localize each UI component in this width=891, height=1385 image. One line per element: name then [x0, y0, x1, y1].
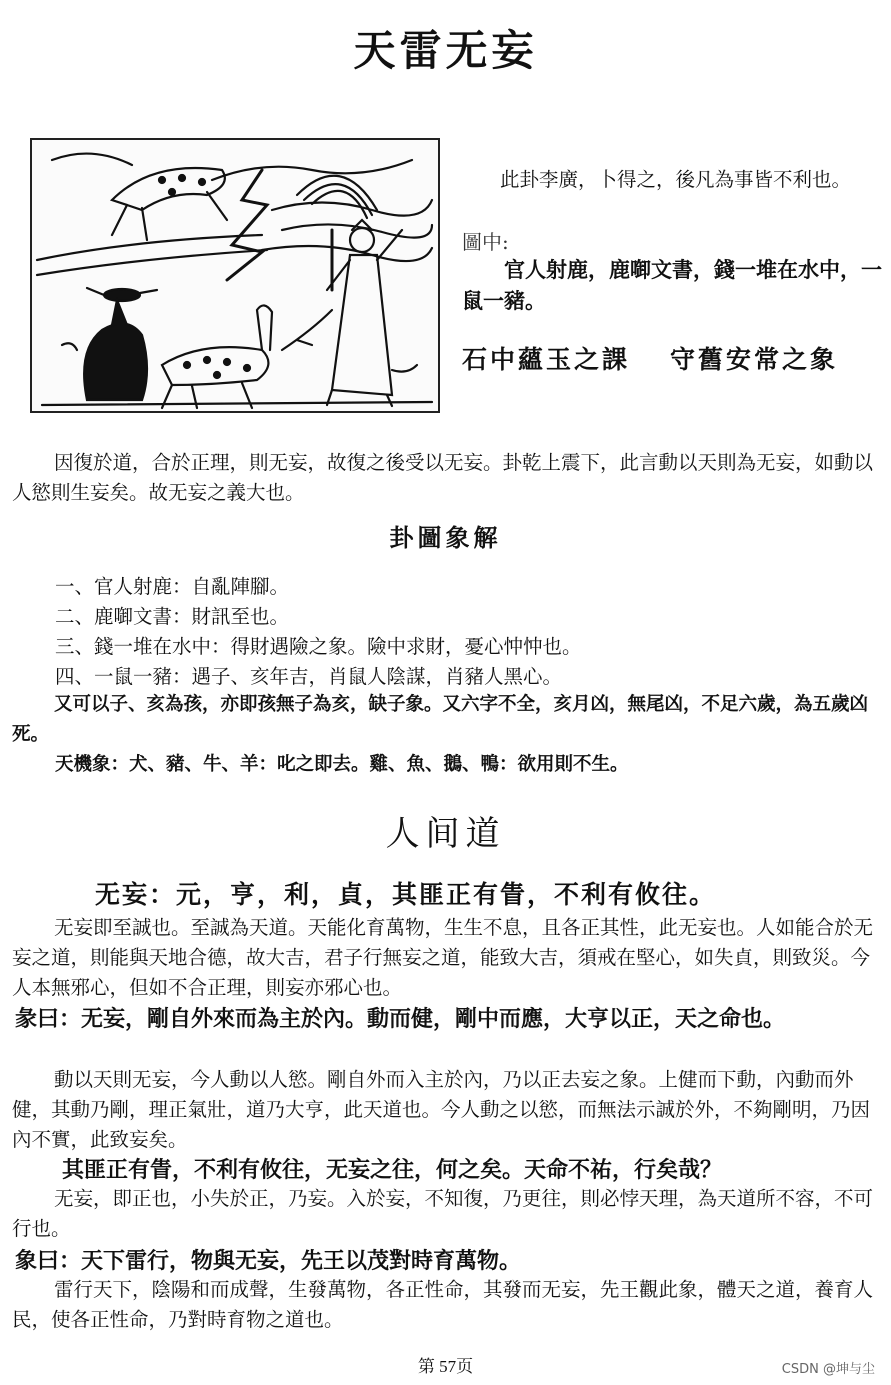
tuan-quote-2: 其匪正有眚，不利有攸往，无妄之往，何之矣。天命不祐，行矣哉？	[62, 1157, 723, 1183]
list-item: 四、一鼠一豬：遇子、亥年吉，肖鼠人陰謀，肖豬人黑心。	[55, 665, 563, 688]
tuzhong-label: 圖中:	[462, 230, 509, 254]
tuzhong-description: 官人射鹿，鹿啣文書，錢一堆在水中，一鼠一豬。	[462, 257, 882, 313]
note-zihai: 又可以子、亥為孩，亦即孩無子為亥，缺子象。又六字不全，亥月凶，無尾凶，不足六歲，為五歲凶死。	[12, 694, 869, 745]
motto-right: 守舊安常之象	[670, 345, 839, 374]
motto-left: 石中蘊玉之課	[462, 345, 631, 374]
motto	[462, 340, 882, 376]
list-item: 三、錢一堆在水中：得財遇險之象。險中求財，憂心忡忡也。	[55, 635, 582, 658]
paragraph-intro: 因復於道，合於正理，則无妄，故復之後受以无妄。卦乾上震下，此言動以天則為无妄，如動以人慾則生妄矣。故无妄之義大也。	[12, 451, 874, 504]
gua-ci: 无妄：元，亨，利，貞，其匪正有眚，不利有攸往。	[95, 880, 717, 909]
illustration-drawing	[32, 140, 438, 411]
page-title: 天雷无妄	[353, 26, 538, 75]
paragraph-dongyitian: 動以天則无妄，今人動以人慾。剛自外而入主於內，乃以正去妄之象。上健而下動，內動而外健，其動乃剛，理正氣壯，道乃大亨，此天道也。今人動之以慾，而無法示誠於外，不夠剛明，乃因內不實，此致妄矣。	[12, 1068, 871, 1151]
list-item: 一、官人射鹿：自亂陣腳。	[55, 575, 290, 598]
intro-text: 此卦李廣，卜得之，後凡為事皆不利也。	[500, 168, 852, 191]
page-number: 第 57页	[417, 1357, 474, 1376]
list-item: 二、鹿啣文書：財訊至也。	[55, 605, 290, 628]
paragraph-zhicheng: 无妄即至誠也。至誠為天道。天能化育萬物，生生不息，且各正其性，此无妄也。人如能合於无妄之道，則能與天地合德，故大吉，君子行無妄之道，能致大吉，須戒在堅心，如失貞，則致災。今人本無邪心，但如不合正理，則妄亦邪心也。	[12, 916, 874, 999]
renjiandao-title: 人间道	[385, 814, 506, 854]
woodcut-illustration	[30, 138, 440, 413]
xiang-quote: 象曰：天下雷行，物與无妄，先王以茂對時育萬物。	[15, 1248, 522, 1274]
paragraph-leixing: 雷行天下，陰陽和而成聲，生發萬物，各正性命，其發而无妄，先王觀此象，體天之道，養育人民，使各正性命，乃對時育物之道也。	[12, 1278, 874, 1331]
watermark: CSDN @坤与尘	[781, 1362, 875, 1377]
note-tianji: 天機象：犬、豬、牛、羊：叱之即去。雞、魚、鵝、鴨：欲用則不生。	[55, 754, 629, 775]
paragraph-wuwang-zheng: 无妄，即正也，小失於正，乃妄。入於妄，不知復，乃更往，則必悖天理，為天道所不容，不可行也。	[12, 1187, 874, 1240]
gua-section-title: 卦圖象解	[389, 523, 502, 552]
tuan-quote-1: 彖曰：无妄，剛自外來而為主於內。動而健，剛中而應，大亨以正，天之命也。	[15, 1006, 786, 1032]
